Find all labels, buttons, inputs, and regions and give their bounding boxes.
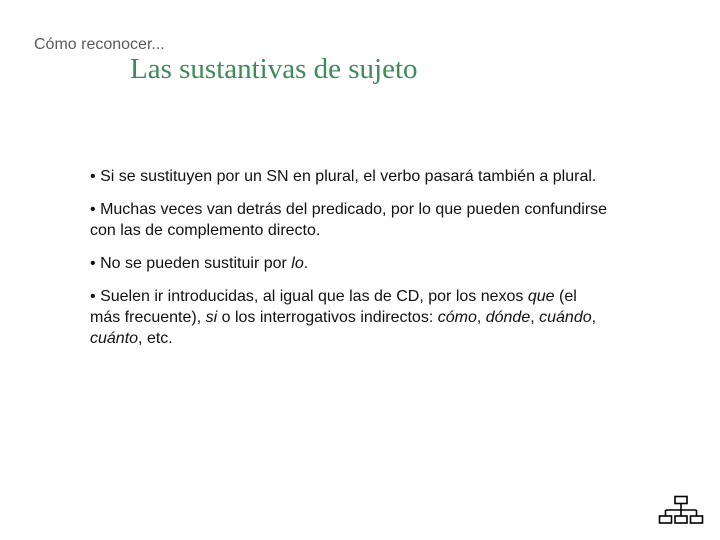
bullet-text: , (591, 309, 597, 326)
bullet-list (90, 166, 610, 361)
bullet-text: No se pueden sustituir por (100, 255, 292, 272)
bullet-text: Si se sustituyen por un SN en plural, el verbo pasará también a plural. (100, 168, 597, 185)
italic-term: cuánto (90, 330, 139, 347)
bullet-item (90, 199, 610, 241)
bullet-text: , etc. (138, 330, 173, 347)
bullet-text: o los interrogativos indirectos: (217, 309, 438, 326)
section-kicker: Cómo reconocer... (34, 36, 165, 53)
bullet-marker: • (90, 255, 96, 272)
bullet-item (90, 253, 610, 274)
bullet-text: (el más frecuente), (90, 288, 577, 326)
italic-term: cuándo (539, 309, 592, 326)
italic-term: dónde (485, 309, 531, 326)
bullet-item (90, 166, 610, 187)
italic-term: cómo (437, 309, 477, 326)
org-chart-icon[interactable] (658, 495, 704, 525)
bullet-text: , (476, 309, 486, 326)
bullet-marker: • (90, 201, 96, 218)
bullet-item (90, 286, 610, 349)
italic-term: lo (291, 255, 304, 272)
italic-term: que (527, 288, 555, 305)
bullet-marker: • (90, 288, 96, 305)
bullet-text: . (303, 255, 309, 272)
italic-term: si (205, 309, 218, 326)
page-title: Las sustantivas de sujeto (130, 53, 418, 85)
bullet-marker: • (90, 168, 96, 185)
bullet-text: Muchas veces van detrás del predicado, por lo que pueden confundirse con las de complemento directo. (90, 201, 608, 239)
bullet-text: , (530, 309, 540, 326)
bullet-text: Suelen ir introducidas, al igual que las de CD, por los nexos (100, 288, 528, 305)
